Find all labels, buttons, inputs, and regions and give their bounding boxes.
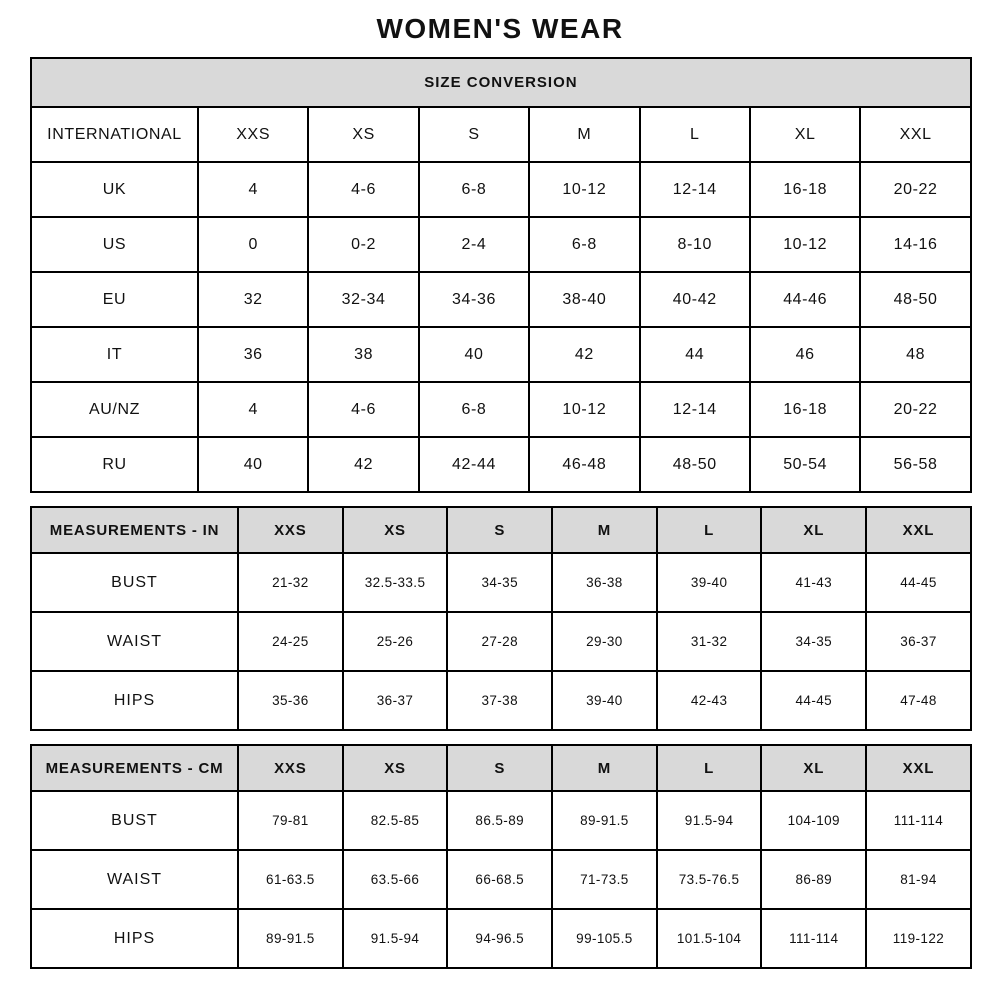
table-row <box>31 612 971 671</box>
table-row <box>31 909 971 968</box>
size-header-cell: S <box>447 507 552 553</box>
value-cell: 82.5-85 <box>343 791 448 850</box>
size-header-cell: M <box>552 745 657 791</box>
size-header-cell: S <box>447 745 552 791</box>
value-cell: 34-36 <box>419 272 529 327</box>
header-label-cell: INTERNATIONAL <box>31 107 198 162</box>
value-cell: 101.5-104 <box>657 909 762 968</box>
value-cell: 42 <box>529 327 639 382</box>
value-cell: 20-22 <box>860 162 971 217</box>
value-cell: 44 <box>640 327 750 382</box>
value-cell: 42-44 <box>419 437 529 492</box>
value-cell: 32 <box>198 272 308 327</box>
value-cell: 32-34 <box>308 272 418 327</box>
value-cell: 46 <box>750 327 860 382</box>
value-cell: 32.5-33.5 <box>343 553 448 612</box>
value-cell: 46-48 <box>529 437 639 492</box>
table-row <box>31 850 971 909</box>
value-cell: 99-105.5 <box>552 909 657 968</box>
row-label-cell: UK <box>31 162 198 217</box>
value-cell: 31-32 <box>657 612 762 671</box>
table-row <box>31 671 971 730</box>
value-cell: 47-48 <box>866 671 971 730</box>
size-header-cell: M <box>552 507 657 553</box>
value-cell: 44-45 <box>866 553 971 612</box>
row-label-cell: US <box>31 217 198 272</box>
row-label-cell: HIPS <box>31 671 238 730</box>
value-cell: 91.5-94 <box>657 791 762 850</box>
value-cell: 12-14 <box>640 162 750 217</box>
table-row <box>31 162 971 217</box>
value-cell: 111-114 <box>866 791 971 850</box>
value-cell: 38-40 <box>529 272 639 327</box>
value-cell: 4 <box>198 162 308 217</box>
value-cell: 50-54 <box>750 437 860 492</box>
value-cell: 40 <box>198 437 308 492</box>
size-header-cell: XXL <box>860 107 971 162</box>
value-cell: 24-25 <box>238 612 343 671</box>
size-header-cell: XS <box>343 745 448 791</box>
value-cell: 36 <box>198 327 308 382</box>
measurements-in-table <box>30 506 972 731</box>
value-cell: 37-38 <box>447 671 552 730</box>
size-header-cell: XXS <box>238 507 343 553</box>
value-cell: 104-109 <box>761 791 866 850</box>
value-cell: 10-12 <box>529 382 639 437</box>
value-cell: 89-91.5 <box>238 909 343 968</box>
value-cell: 16-18 <box>750 162 860 217</box>
value-cell: 6-8 <box>419 382 529 437</box>
value-cell: 42-43 <box>657 671 762 730</box>
size-header-cell: L <box>657 507 762 553</box>
row-label-cell: BUST <box>31 791 238 850</box>
size-header-cell: XXS <box>198 107 308 162</box>
value-cell: 79-81 <box>238 791 343 850</box>
header-label-cell: MEASUREMENTS - CM <box>31 745 238 791</box>
row-label-cell: WAIST <box>31 850 238 909</box>
table-row <box>31 272 971 327</box>
size-conversion-body <box>31 58 971 492</box>
value-cell: 40 <box>419 327 529 382</box>
value-cell: 25-26 <box>343 612 448 671</box>
row-label-cell: BUST <box>31 553 238 612</box>
value-cell: 10-12 <box>750 217 860 272</box>
value-cell: 0-2 <box>308 217 418 272</box>
size-header-cell: XS <box>308 107 418 162</box>
row-label-cell: WAIST <box>31 612 238 671</box>
size-header-cell: XS <box>343 507 448 553</box>
value-cell: 36-37 <box>343 671 448 730</box>
row-label-cell: EU <box>31 272 198 327</box>
value-cell: 66-68.5 <box>447 850 552 909</box>
value-cell: 6-8 <box>529 217 639 272</box>
value-cell: 16-18 <box>750 382 860 437</box>
value-cell: 48-50 <box>860 272 971 327</box>
value-cell: 94-96.5 <box>447 909 552 968</box>
size-header-cell: XL <box>761 507 866 553</box>
value-cell: 71-73.5 <box>552 850 657 909</box>
table-row <box>31 327 971 382</box>
value-cell: 41-43 <box>761 553 866 612</box>
value-cell: 44-45 <box>761 671 866 730</box>
size-header-cell: S <box>419 107 529 162</box>
value-cell: 44-46 <box>750 272 860 327</box>
value-cell: 38 <box>308 327 418 382</box>
header-row <box>31 107 971 162</box>
value-cell: 36-38 <box>552 553 657 612</box>
value-cell: 12-14 <box>640 382 750 437</box>
size-chart-page <box>30 0 970 969</box>
value-cell: 4-6 <box>308 162 418 217</box>
value-cell: 63.5-66 <box>343 850 448 909</box>
value-cell: 20-22 <box>860 382 971 437</box>
value-cell: 91.5-94 <box>343 909 448 968</box>
value-cell: 0 <box>198 217 308 272</box>
value-cell: 35-36 <box>238 671 343 730</box>
table-row <box>31 791 971 850</box>
size-header-cell: L <box>657 745 762 791</box>
row-label-cell: RU <box>31 437 198 492</box>
value-cell: 111-114 <box>761 909 866 968</box>
value-cell: 48 <box>860 327 971 382</box>
value-cell: 39-40 <box>552 671 657 730</box>
value-cell: 34-35 <box>447 553 552 612</box>
size-conversion-table <box>30 57 972 493</box>
header-label-cell: MEASUREMENTS - IN <box>31 507 238 553</box>
measurements-cm-body <box>31 745 971 968</box>
measurements-cm-table <box>30 744 972 969</box>
value-cell: 4 <box>198 382 308 437</box>
value-cell: 4-6 <box>308 382 418 437</box>
size-header-cell: XXL <box>866 745 971 791</box>
value-cell: 61-63.5 <box>238 850 343 909</box>
value-cell: 48-50 <box>640 437 750 492</box>
size-header-cell: XXS <box>238 745 343 791</box>
measurements-in-body <box>31 507 971 730</box>
value-cell: 14-16 <box>860 217 971 272</box>
value-cell: 86.5-89 <box>447 791 552 850</box>
header-row <box>31 745 971 791</box>
value-cell: 2-4 <box>419 217 529 272</box>
value-cell: 81-94 <box>866 850 971 909</box>
value-cell: 27-28 <box>447 612 552 671</box>
value-cell: 34-35 <box>761 612 866 671</box>
value-cell: 10-12 <box>529 162 639 217</box>
table-caption: SIZE CONVERSION <box>31 58 971 107</box>
value-cell: 36-37 <box>866 612 971 671</box>
value-cell: 73.5-76.5 <box>657 850 762 909</box>
table-row <box>31 437 971 492</box>
table-row <box>31 382 971 437</box>
size-header-cell: XL <box>750 107 860 162</box>
value-cell: 89-91.5 <box>552 791 657 850</box>
size-header-cell: L <box>640 107 750 162</box>
value-cell: 21-32 <box>238 553 343 612</box>
value-cell: 86-89 <box>761 850 866 909</box>
size-header-cell: XL <box>761 745 866 791</box>
row-label-cell: AU/NZ <box>31 382 198 437</box>
page-title: WOMEN'S WEAR <box>376 13 624 44</box>
table-caption-row <box>31 58 971 107</box>
size-header-cell: M <box>529 107 639 162</box>
value-cell: 42 <box>308 437 418 492</box>
value-cell: 39-40 <box>657 553 762 612</box>
value-cell: 56-58 <box>860 437 971 492</box>
row-label-cell: IT <box>31 327 198 382</box>
value-cell: 8-10 <box>640 217 750 272</box>
header-row <box>31 507 971 553</box>
value-cell: 29-30 <box>552 612 657 671</box>
row-label-cell: HIPS <box>31 909 238 968</box>
value-cell: 6-8 <box>419 162 529 217</box>
size-header-cell: XXL <box>866 507 971 553</box>
table-row <box>31 217 971 272</box>
table-row <box>31 553 971 612</box>
value-cell: 40-42 <box>640 272 750 327</box>
value-cell: 119-122 <box>866 909 971 968</box>
